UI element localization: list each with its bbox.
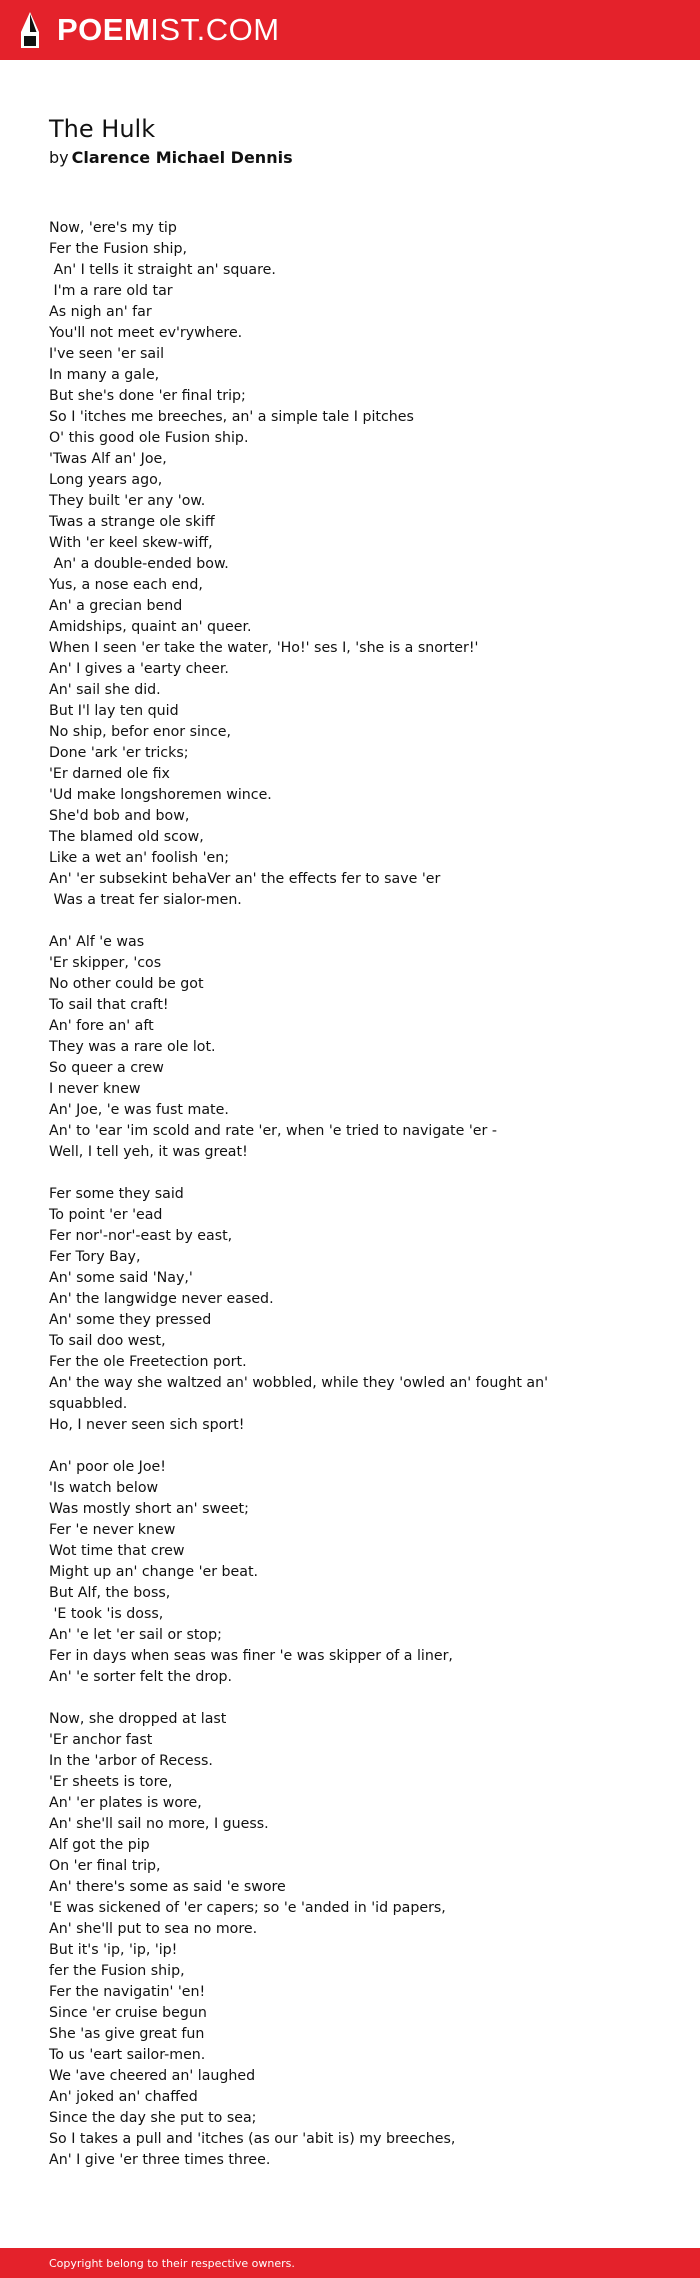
poem-line: On 'er final trip, — [49, 1858, 161, 1874]
poem-line: Done 'ark 'er tricks; — [49, 745, 189, 761]
brand-light: IST.COM — [150, 12, 280, 47]
poem-line: An' Alf 'e was — [49, 934, 145, 950]
poem-line: Fer nor'-nor'-east by east, — [49, 1228, 233, 1244]
poem-line: So queer a crew — [49, 1060, 164, 1076]
poem-line: An' 'e sorter felt the drop. — [49, 1669, 233, 1685]
poem-line: They was a rare ole lot. — [49, 1039, 216, 1055]
poem-line: Wot time that crew — [49, 1543, 185, 1559]
poem-line: Fer 'e never knew — [49, 1522, 176, 1538]
poem-line: 'E took 'is doss, — [49, 1606, 164, 1622]
poem-line: An' some said 'Nay,' — [49, 1270, 193, 1286]
poem-line: An' I give 'er three times three. — [49, 2152, 271, 2168]
poem-line: When I seen 'er take the water, 'Ho!' ses I, 'she is a snorter!' — [49, 640, 479, 656]
poem-line: 'Ud make longshoremen wince. — [49, 787, 272, 803]
poem-line: An' a double-ended bow. — [49, 556, 229, 572]
by-label: by — [49, 148, 69, 167]
poem-line: As nigh an' far — [49, 304, 152, 320]
poem-line: An' fore an' aft — [49, 1018, 154, 1034]
poem-line: In the 'arbor of Recess. — [49, 1753, 213, 1769]
poem-line: An' the way she waltzed an' wobbled, while they 'owled an' fought an' — [49, 1375, 549, 1391]
poem-line: To sail that craft! — [49, 997, 169, 1013]
poem-line: She 'as give great fun — [49, 2026, 205, 2042]
poem-line: With 'er keel skew-wiff, — [49, 535, 213, 551]
poem-line: Twas a strange ole skiff — [49, 514, 215, 530]
poem-line: 'Er skipper, 'cos — [49, 955, 162, 971]
poem-line: An' there's some as said 'e swore — [49, 1879, 286, 1895]
poem-line: But she's done 'er final trip; — [49, 388, 246, 404]
poem-title: The Hulk — [49, 115, 156, 143]
poem-line: Like a wet an' foolish 'en; — [49, 850, 230, 866]
poem-line: To point 'er 'ead — [49, 1207, 163, 1223]
poem-line: An' a grecian bend — [49, 598, 183, 614]
brand-bold: POEM — [57, 12, 151, 47]
poem-line: No other could be got — [49, 976, 204, 992]
poem-line: Fer Tory Bay, — [49, 1249, 141, 1265]
poem-line: fer the Fusion ship, — [49, 1963, 185, 1979]
poem-line: 'E was sickened of 'er capers; so 'e 'anded in 'id papers, — [49, 1900, 446, 1916]
poem-line: The blamed old scow, — [49, 829, 204, 845]
poem-line: But I'l lay ten quid — [49, 703, 179, 719]
poem-line: Fer the navigatin' 'en! — [49, 1984, 206, 2000]
poem-line: 'Is watch below — [49, 1480, 159, 1496]
poem-line: 'Er sheets is tore, — [49, 1774, 173, 1790]
poem-line: Might up an' change 'er beat. — [49, 1564, 259, 1580]
poem-line: 'Er anchor fast — [49, 1732, 153, 1748]
poem-line: Yus, a nose each end, — [49, 577, 203, 593]
poem-line: I'm a rare old tar — [49, 283, 173, 299]
pen-nib-icon[interactable] — [18, 10, 42, 50]
poem-line: Fer in days when seas was finer 'e was skipper of a liner, — [49, 1648, 453, 1664]
poem-line: An' sail she did. — [49, 682, 161, 698]
poem-line: Amidships, quaint an' queer. — [49, 619, 252, 635]
poem-line: An' she'll sail no more, I guess. — [49, 1816, 269, 1832]
poem-line: 'Er darned ole fix — [49, 766, 170, 782]
copyright-notice: Copyright belong to their respective owners. — [49, 2256, 295, 2270]
poem-line: I never knew — [49, 1081, 141, 1097]
stanza-gap — [49, 911, 669, 932]
poem-line: An' some they pressed — [49, 1312, 212, 1328]
poem-line: So I takes a pull and 'itches (as our 'abit is) my breeches, — [49, 2131, 456, 2147]
poem-line: We 'ave cheered an' laughed — [49, 2068, 256, 2084]
site-header — [0, 0, 700, 60]
poem-line: An' to 'ear 'im scold and rate 'er, when 'e tried to navigate 'er - — [49, 1123, 497, 1139]
poem-line: 'Twas Alf an' Joe, — [49, 451, 167, 467]
site-footer — [0, 2248, 700, 2278]
poem-line: So I 'itches me breeches, an' a simple tale I pitches — [49, 409, 414, 425]
stanza-gap — [49, 1163, 669, 1184]
poem-line: Now, 'ere's my tip — [49, 220, 177, 236]
poem-line: No ship, befor enor since, — [49, 724, 232, 740]
stanza-gap — [49, 1688, 669, 1709]
author-name[interactable]: Clarence Michael Dennis — [71, 148, 293, 167]
poem-line: Long years ago, — [49, 472, 163, 488]
poem-line: Alf got the pip — [49, 1837, 150, 1853]
poem-line: An' she'll put to sea no more. — [49, 1921, 258, 1937]
poem-line: To us 'eart sailor-men. — [49, 2047, 206, 2063]
poem-line: O' this good ole Fusion ship. — [49, 430, 249, 446]
poem-line: Fer some they said — [49, 1186, 184, 1202]
poem-line: Well, I tell yeh, it was great! — [49, 1144, 248, 1160]
poem-line: She'd bob and bow, — [49, 808, 190, 824]
poem-line: They built 'er any 'ow. — [49, 493, 206, 509]
poem-line: But it's 'ip, 'ip, 'ip! — [49, 1942, 178, 1958]
poem-line: squabbled. — [49, 1396, 128, 1412]
poem-line: Ho, I never seen sich sport! — [49, 1417, 245, 1433]
poem-line: I've seen 'er sail — [49, 346, 165, 362]
poem-line: An' joked an' chaffed — [49, 2089, 198, 2105]
poem-line: In many a gale, — [49, 367, 160, 383]
poem-byline — [49, 148, 293, 167]
poem-line: An' the langwidge never eased. — [49, 1291, 274, 1307]
stanza-gap — [49, 1436, 669, 1457]
poem-line: Since 'er cruise begun — [49, 2005, 207, 2021]
poem-line: Fer the Fusion ship, — [49, 241, 187, 257]
poem-line: An' 'er plates is wore, — [49, 1795, 202, 1811]
site-logo-text[interactable] — [57, 12, 280, 48]
poem-line: Was a treat fer sialor-men. — [49, 892, 242, 908]
poem-line: An' poor ole Joe! — [49, 1459, 166, 1475]
poem-line: You'll not meet ev'rywhere. — [49, 325, 243, 341]
poem-line: Now, she dropped at last — [49, 1711, 227, 1727]
poem-line: An' 'er subsekint behaVer an' the effects fer to save 'er — [49, 871, 441, 887]
poem-line: An' Joe, 'e was fust mate. — [49, 1102, 229, 1118]
poem-line: Since the day she put to sea; — [49, 2110, 257, 2126]
poem-line: To sail doo west, — [49, 1333, 166, 1349]
poem-line: Fer the ole Freetection port. — [49, 1354, 247, 1370]
poem-line: An' I gives a 'earty cheer. — [49, 661, 229, 677]
poem-line: An' I tells it straight an' square. — [49, 262, 276, 278]
poem-body — [49, 218, 669, 2171]
poem-line: Was mostly short an' sweet; — [49, 1501, 249, 1517]
poem-line: An' 'e let 'er sail or stop; — [49, 1627, 222, 1643]
poem-line: But Alf, the boss, — [49, 1585, 171, 1601]
